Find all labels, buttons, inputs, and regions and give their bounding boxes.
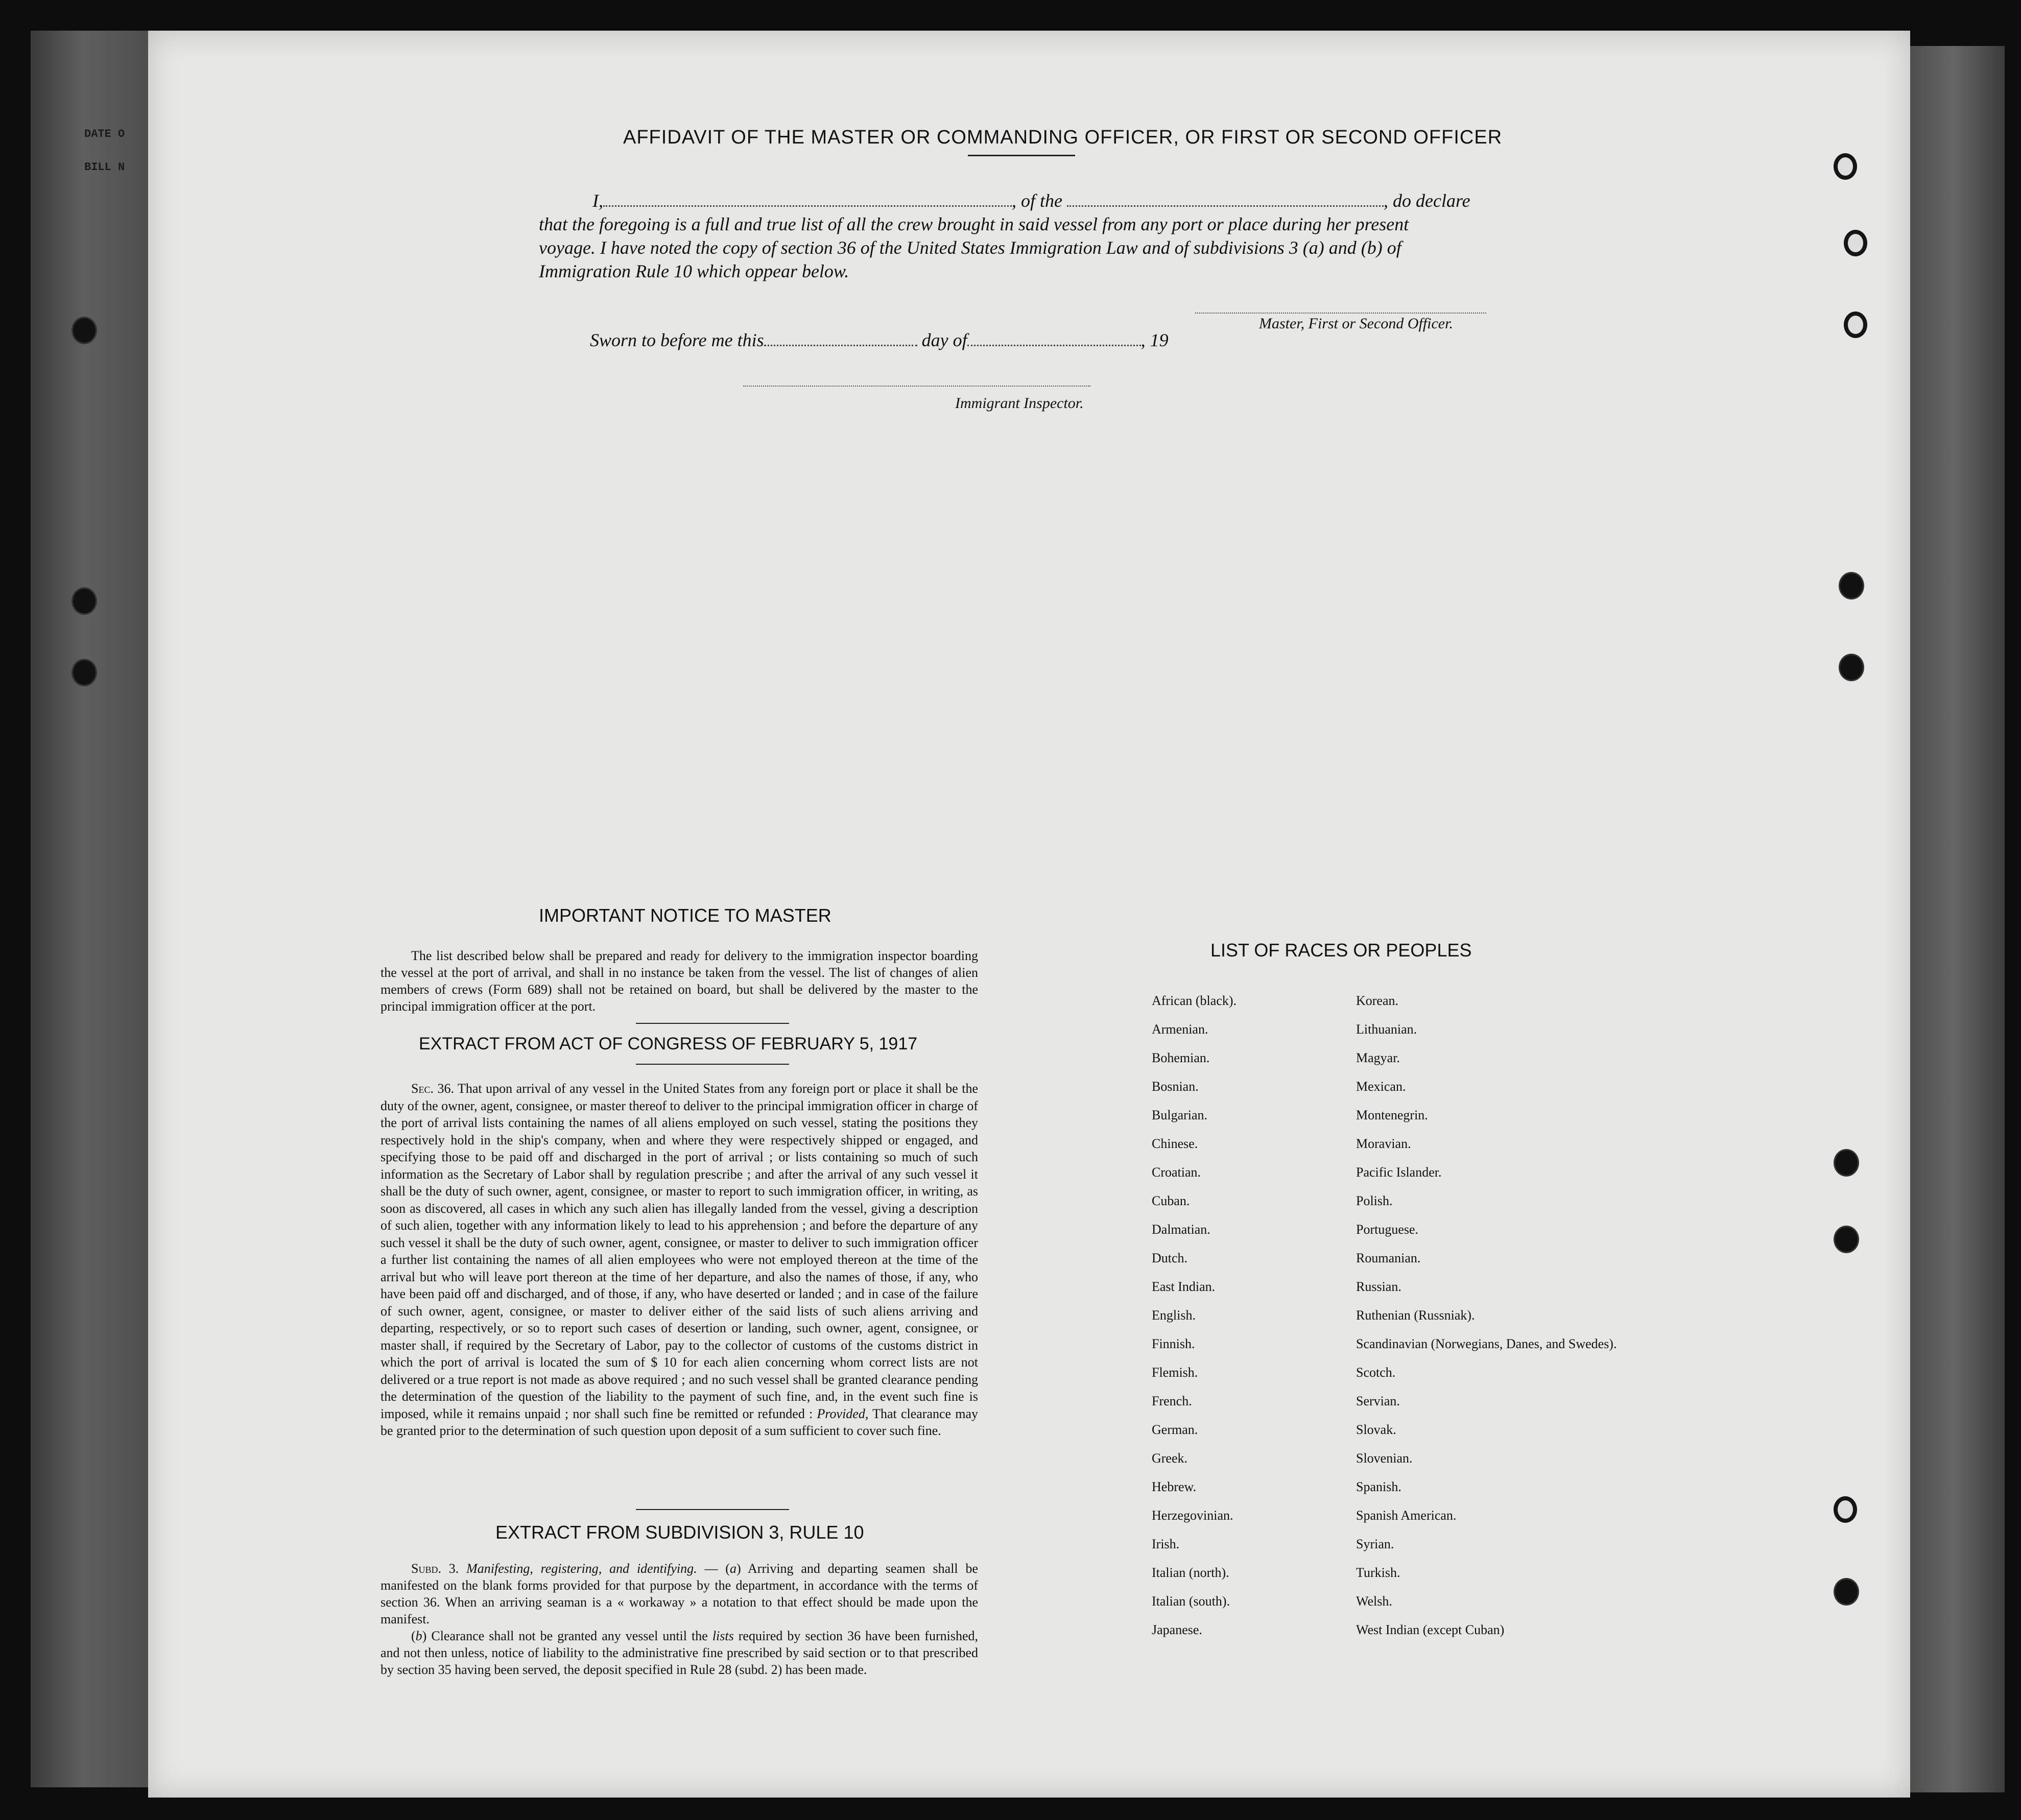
notice-rule [636, 1023, 789, 1024]
race-item: Syrian. [1356, 1537, 1394, 1551]
subd-paragraph-a [381, 1560, 978, 1627]
subd-a-intro: — ( [697, 1561, 730, 1576]
binder-hole [1834, 1226, 1859, 1253]
binder-hole [1834, 1496, 1857, 1523]
race-item: English. [1152, 1308, 1196, 1323]
race-item: Italian (north). [1152, 1565, 1229, 1580]
inspector-signature-label: Immigrant Inspector. [955, 395, 1084, 412]
race-item: East Indian. [1152, 1279, 1216, 1294]
sworn-line [590, 329, 1169, 351]
subd-b-text2: required by section 36 have been furnished, and not then unless, notice of liability to the administrative fine prescribed by said section or to that prescribed by section 35 having been served, the deposit specified in Rule 28 (subd. 2) has been made. [381, 1629, 978, 1677]
race-item: West Indian (except Cuban) [1356, 1622, 1505, 1637]
race-item: Italian (south). [1152, 1594, 1230, 1609]
subd-label: Subd. 3. [411, 1561, 459, 1576]
affidavit-line-1 [539, 189, 1509, 212]
subd-b-letter: b [415, 1629, 422, 1643]
race-item: Bulgarian. [1152, 1108, 1208, 1122]
extract-act-rule [636, 1064, 789, 1065]
race-item: Pacific Islander. [1356, 1165, 1442, 1180]
race-item: Flemish. [1152, 1365, 1198, 1380]
officer-name-field[interactable] [603, 193, 1012, 207]
affidavit-of-the: , of the [1012, 190, 1062, 211]
master-signature-line[interactable] [1195, 313, 1486, 314]
sworn-day-of: day of [921, 330, 967, 350]
margin-bill-label: BILL N [84, 161, 125, 174]
vessel-name-field[interactable] [1067, 193, 1384, 207]
binder-hole [72, 587, 97, 615]
affidavit-title-rule [968, 155, 1075, 156]
race-item: Russian. [1356, 1279, 1401, 1294]
race-item: Ruthenian (Russniak). [1356, 1308, 1475, 1323]
race-item: Bohemian. [1152, 1050, 1210, 1065]
provided-label: Provided, [817, 1406, 869, 1421]
binder-hole [1844, 230, 1867, 256]
race-item: Finnish. [1152, 1336, 1195, 1351]
subd-paragraph-b [381, 1627, 978, 1678]
race-item: Spanish American. [1356, 1508, 1457, 1523]
races-title: LIST OF RACES OR PEOPLES [1210, 940, 1472, 961]
extract-act-title: EXTRACT FROM ACT OF CONGRESS OF FEBRUARY 5, 1917 [419, 1034, 918, 1053]
race-item: Servian. [1356, 1394, 1400, 1408]
section-36-text [381, 1080, 978, 1440]
race-item: Slovak. [1356, 1422, 1396, 1437]
affidavit-declare: , do declare [1383, 190, 1470, 211]
race-item: Hebrew. [1152, 1479, 1197, 1494]
affidavit-line-2: that the foregoing is a full and true list of all the crew brought in said vessel from any port or place during her present [539, 214, 1409, 234]
section-36-body-part2: That clearance may be granted prior to the determination of such question upon deposit of a sum sufficient to cover such fine. [381, 1406, 979, 1438]
section-36-body-part1: That upon arrival of any vessel in the United States from any foreign port or place it shall be the duty of the owner, agent, consignee, or master thereof to deliver to the principal immigration officer in charge of the port of arrival lists containing the names of all aliens employed on such vessel, stating the positions they respectively hold in the ship's company, when and where they were respectively shipped or engaged, and specifying those to be paid off and discharged in the port of arrival ; or lists containing so much of such information as the Secretary of Labor shall by regulation prescribe ; and after the arrival of any such vessel it shall be the duty of such owner, agent, consignee, or master to report to such immigration officer, in writing, as soon as discovered, all cases in which any such alien has illegally landed from the vessel, giving a description of such alien, together with any information likely to lead to his apprehension ; and before the departure of any such vessel it shall be the duty of such owner, agent, consignee, or master to deliver to such immigration officer a further list containing the names of all alien employees who were not employed thereon at the time of the arrival but who will leave port thereon at the time of her departure, and also the names of those, if any, who have been paid off and discharged, and of those, if any, who have deserted or landed ; and in case of the failure of such owner, agent, consignee, or master to deliver either of the said lists of such aliens arriving and departing, respectively, or so to report such cases of desertion or landing, such owner, agent, consignee, or master shall, if required by the Secretary of Labor, pay to the collector of customs of the customs district in which the port of arrival is located the sum of $ 10 for each alien concerning whom correct lists are not delivered or a true report is not made as above required ; and no such vessel shall be granted clearance pending the determination of the question of the liability to the payment of such fine, and, in the event such fine is imposed, while it remains unpaid ; nor shall such fine be remitted or refunded : [381, 1081, 978, 1421]
race-item: Scotch. [1356, 1365, 1396, 1380]
race-item: Roumanian. [1356, 1251, 1421, 1265]
margin-date-label: DATE O [84, 128, 125, 140]
race-item: Montenegrin. [1356, 1108, 1428, 1122]
subdivision-3-text [381, 1560, 978, 1678]
sworn-month-field[interactable] [967, 332, 1141, 346]
race-item: Spanish. [1356, 1479, 1401, 1494]
extract-rule-divider [636, 1509, 789, 1510]
race-item: German. [1152, 1422, 1198, 1437]
master-signature-label: Master, First or Second Officer. [1259, 315, 1453, 332]
races-right-column [1356, 993, 1617, 1651]
race-item: Portuguese. [1356, 1222, 1419, 1237]
binder-hole [1834, 1578, 1859, 1606]
binder-hole [1839, 572, 1864, 600]
affidavit-line-4: Immigration Rule 10 which oppear below. [539, 261, 849, 281]
race-item: Cuban. [1152, 1193, 1190, 1208]
race-item: Chinese. [1152, 1136, 1198, 1151]
binder-hole [1834, 1149, 1859, 1177]
race-item: Magyar. [1356, 1050, 1400, 1065]
notice-title: IMPORTANT NOTICE TO MASTER [539, 905, 831, 926]
sworn-day-field[interactable] [764, 332, 917, 346]
race-item: Armenian. [1152, 1022, 1208, 1037]
inspector-signature-line[interactable] [743, 386, 1090, 387]
race-item: African (black). [1152, 993, 1237, 1008]
binder-hole [72, 659, 97, 686]
races-left-list [1152, 993, 1305, 1651]
race-item: French. [1152, 1394, 1192, 1408]
affidavit-body [539, 189, 1509, 283]
sworn-prefix: Sworn to before me this [590, 330, 764, 350]
race-item: Lithuanian. [1356, 1022, 1417, 1037]
extract-rule-title: EXTRACT FROM SUBDIVISION 3, RULE 10 [495, 1522, 864, 1543]
race-item: Dalmatian. [1152, 1222, 1210, 1237]
race-item: Greek. [1152, 1451, 1188, 1466]
race-item: Slovenian. [1356, 1451, 1413, 1466]
subd-a-text: ) Arriving and departing seamen shall be manifested on the blank forms provided for that purpose by the department, in accordance with the terms of section 36. When an arriving seaman is a « workaway » a notation to that effect should be made upon the manifest. [381, 1561, 978, 1626]
binder-hole [1834, 153, 1857, 180]
race-item: Japanese. [1152, 1622, 1202, 1637]
binder-hole [1844, 312, 1867, 338]
affidavit-i: I, [592, 190, 603, 211]
race-item: Korean. [1356, 993, 1399, 1008]
scanner-right-margin [1903, 46, 2005, 1792]
scanner-left-margin [31, 31, 163, 1787]
race-item: Dutch. [1152, 1251, 1188, 1265]
race-item: Croatian. [1152, 1165, 1201, 1180]
race-item: Turkish. [1356, 1565, 1400, 1580]
race-item: Scandinavian (Norwegians, Danes, and Swedes). [1356, 1336, 1617, 1351]
subd-heading: Manifesting, registering, and identifying. [466, 1561, 697, 1576]
notice-body: The list described below shall be prepared and ready for delivery to the immigration inspector boarding the vessel at the port of arrival, and shall in no instance be taken from the vessel. The list of changes of alien members of crews (Form 689) shall not be retained on board, but shall be delivered by the master to the principal immigration officer at the port. [381, 948, 978, 1014]
race-item: Mexican. [1356, 1079, 1406, 1094]
race-item: Welsh. [1356, 1594, 1392, 1609]
races-right-list [1356, 993, 1617, 1651]
subd-a-letter: a [729, 1561, 736, 1576]
race-item: Moravian. [1356, 1136, 1411, 1151]
binder-hole [72, 317, 97, 344]
manifest-page [148, 31, 1910, 1798]
race-item: Bosnian. [1152, 1079, 1199, 1094]
race-item: Herzegovinian. [1152, 1508, 1233, 1523]
race-item: Irish. [1152, 1537, 1180, 1551]
sworn-year: , 19 [1140, 330, 1169, 350]
subd-b-open: ( [411, 1629, 416, 1643]
affidavit-line-3: voyage. I have noted the copy of section 36 of the United States Immigration Law and of subdivisions 3 (a) and (b) of [539, 237, 1401, 258]
affidavit-title: AFFIDAVIT OF THE MASTER OR COMMANDING OFFICER, OR FIRST OR SECOND OFFICER [623, 127, 1503, 148]
section-label: Sec. 36. [411, 1081, 454, 1096]
binder-hole [1839, 654, 1864, 681]
races-left-column [1152, 993, 1305, 1651]
subd-b-text1: ) Clearance shall not be granted any vessel until the [422, 1629, 712, 1643]
race-item: Polish. [1356, 1193, 1393, 1208]
subd-b-lists: lists [712, 1629, 734, 1643]
